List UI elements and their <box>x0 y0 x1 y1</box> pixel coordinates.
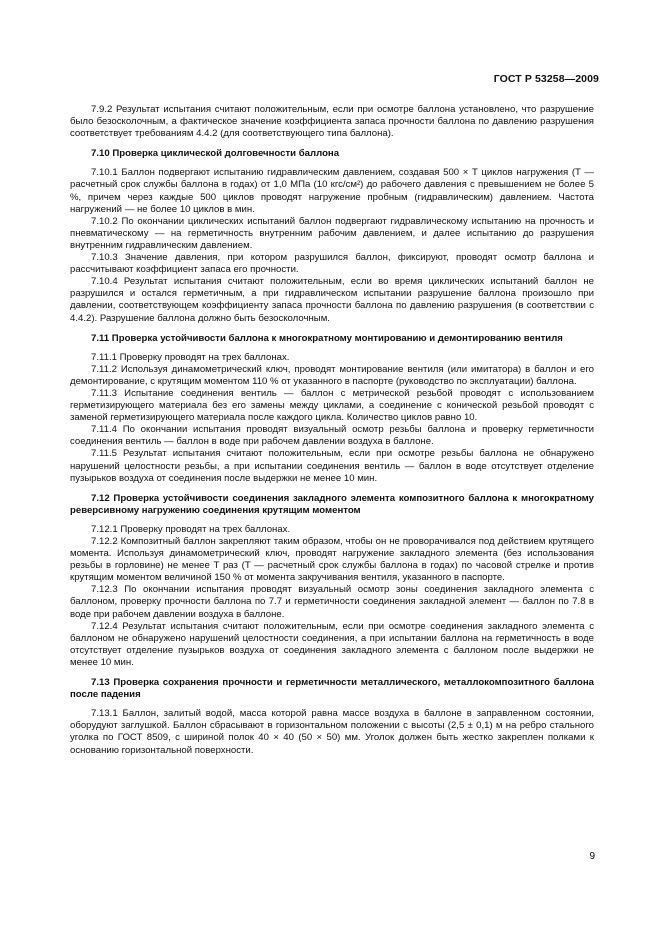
paragraph-7-10-1: 7.10.1 Баллон подвергают испытанию гидравлическим давлением, создавая 500 × T циклов нагружения (T — расчетный срок службы баллона в годах) от 1,0 МПа (10 кгс/см²) до рабочего давления с превышением не более 5 %, причем через каждые 500 циклов проводят нагружение пробным (гидравлическим) давлением. Частота нагружений — не более 10 циклов в мин. <box>70 167 594 215</box>
paragraph-7-10-2: 7.10.2 По окончании циклических испытаний баллон подвергают гидравлическому испытанию на прочность и пневматическому — на герметичность внутренним рабочим давлением, и далее испытанию до разрушения внутренним гидравлическим давлением. <box>70 215 594 251</box>
page-number: 9 <box>589 851 595 862</box>
paragraph-7-12-2: 7.12.2 Композитный баллон закрепляют таким образом, чтобы он не проворачивался под действием крутящего момента. Используя динамометрический ключ, проводят нагружение закладного элемента (без использования резьбы в горловине) не менее T раз (T — расчетный срок службы баллона в годах) по часовой стрелке и против крутящим моментом величиной 150 % от момента закручивания вентиля, указанного в паспорте. <box>70 536 594 584</box>
section-heading-7-11: 7.11 Проверка устойчивости баллона к многократному монтированию и демонтированию вентиля <box>91 332 563 344</box>
paragraph-7-10-4: 7.10.4 Результат испытания считают положительным, если во время циклических испытаний баллон не разрушился и остался герметичным, а при гидравлическом испытании разрушение баллона произошло при давлении, соответствующем коэффициенту запаса прочности баллона по давлению разрушения (в соответствии с 4.4.2). Разрушение баллона должно быть безосколочным. <box>70 276 594 324</box>
section-heading-7-12: 7.12 Проверка устойчивости соединения закладного элемента композитного баллона к многократному реверсивному нагружению соединения крутящим моментом <box>70 492 594 516</box>
paragraph-7-12-4: 7.12.4 Результат испытания считают положительным, если при осмотре соединения закладного элемента с баллоном не обнаружено нарушений целостности соединения, а при испытании баллона на герметичность в воде отсутствует отделение пузырьков воздуха от соединения закладного элемента с баллоном после выдержки не менее 10 мин. <box>70 620 594 668</box>
paragraph-7-11-1: 7.11.1 Проверку проводят на трех баллонах. <box>91 351 290 363</box>
paragraph-7-13-1: 7.13.1 Баллон, залитый водой, масса которой равна массе воздуха в баллоне в заправленном состоянии, оборудуют заглушкой. Баллон сбрасывают в горизонтальном положении с высоты (2,5 ± 0,1) м на ребро стального уголка по ГОСТ 8509, с шириной полок 40 × 40 (50 × 50) мм. Уголок должен быть жестко закреплен полками к основанию горизонтальной поверхности. <box>70 708 594 756</box>
section-heading-7-13: 7.13 Проверка сохранения прочности и герметичности металлического, металлокомпозитного баллона после падения <box>70 677 594 701</box>
paragraph-7-11-5: 7.11.5 Результат испытания считают положительным, если при осмотре резьбы баллона не обнаружено нарушений целостности резьбы, а при испытании соединения вентиль — баллон в воде отсутствует отделение пузырьков воздуха от соединения после выдержки не менее 10 мин. <box>70 448 594 484</box>
paragraph-7-9-2: 7.9.2 Результат испытания считают положительным, если при осмотре баллона установлено, что разрушение было безосколочным, а фактическое значение коэффициента запаса прочности баллона по давлению разрушения соответствует требованиям 4.4.2 (для соответствующего типа баллона). <box>70 104 594 140</box>
paragraph-7-12-1: 7.12.1 Проверку проводят на трех баллонах. <box>91 523 291 535</box>
paragraph-7-10-3: 7.10.3 Значение давления, при котором разрушился баллон, фиксируют, проводят осмотр баллона и рассчитывают коэффициент запаса его прочности. <box>70 252 594 276</box>
paragraph-7-11-4: 7.11.4 По окончании испытания проводят визуальный осмотр резьбы баллона и проверку герметичности соединения вентиль — баллон в воде при рабочем давлении воздуха в баллоне. <box>70 424 594 448</box>
document-header: ГОСТ Р 53258—2009 <box>493 73 599 85</box>
paragraph-7-12-3: 7.12.3 По окончании испытания проводят визуальный осмотр зоны соединения закладного элемента с баллоном, проверку прочности баллона по 7.7 и герметичности соединения закладной элемент — баллон по 7.8 в воде при рабочем давлении воздуха в баллоне. <box>70 584 594 620</box>
section-heading-7-10: 7.10 Проверка циклической долговечности баллона <box>91 148 340 160</box>
paragraph-7-11-2: 7.11.2 Используя динамометрический ключ, проводят монтирование вентиля (или имитатора) в баллон и его демонтирование, с крутящим моментом 110 % от указанного в паспорте (руководство по эксплуатации) баллона. <box>70 363 594 387</box>
paragraph-7-11-3: 7.11.3 Испытание соединения вентиль — баллон с метрической резьбой проводят с использованием герметизирующего материала без его замены между циклами, а соединение с конической резьбой проводят с заменой герметизирующего материала после каждого цикла. Количество циклов равно 10. <box>70 387 594 424</box>
page-body <box>70 104 594 757</box>
